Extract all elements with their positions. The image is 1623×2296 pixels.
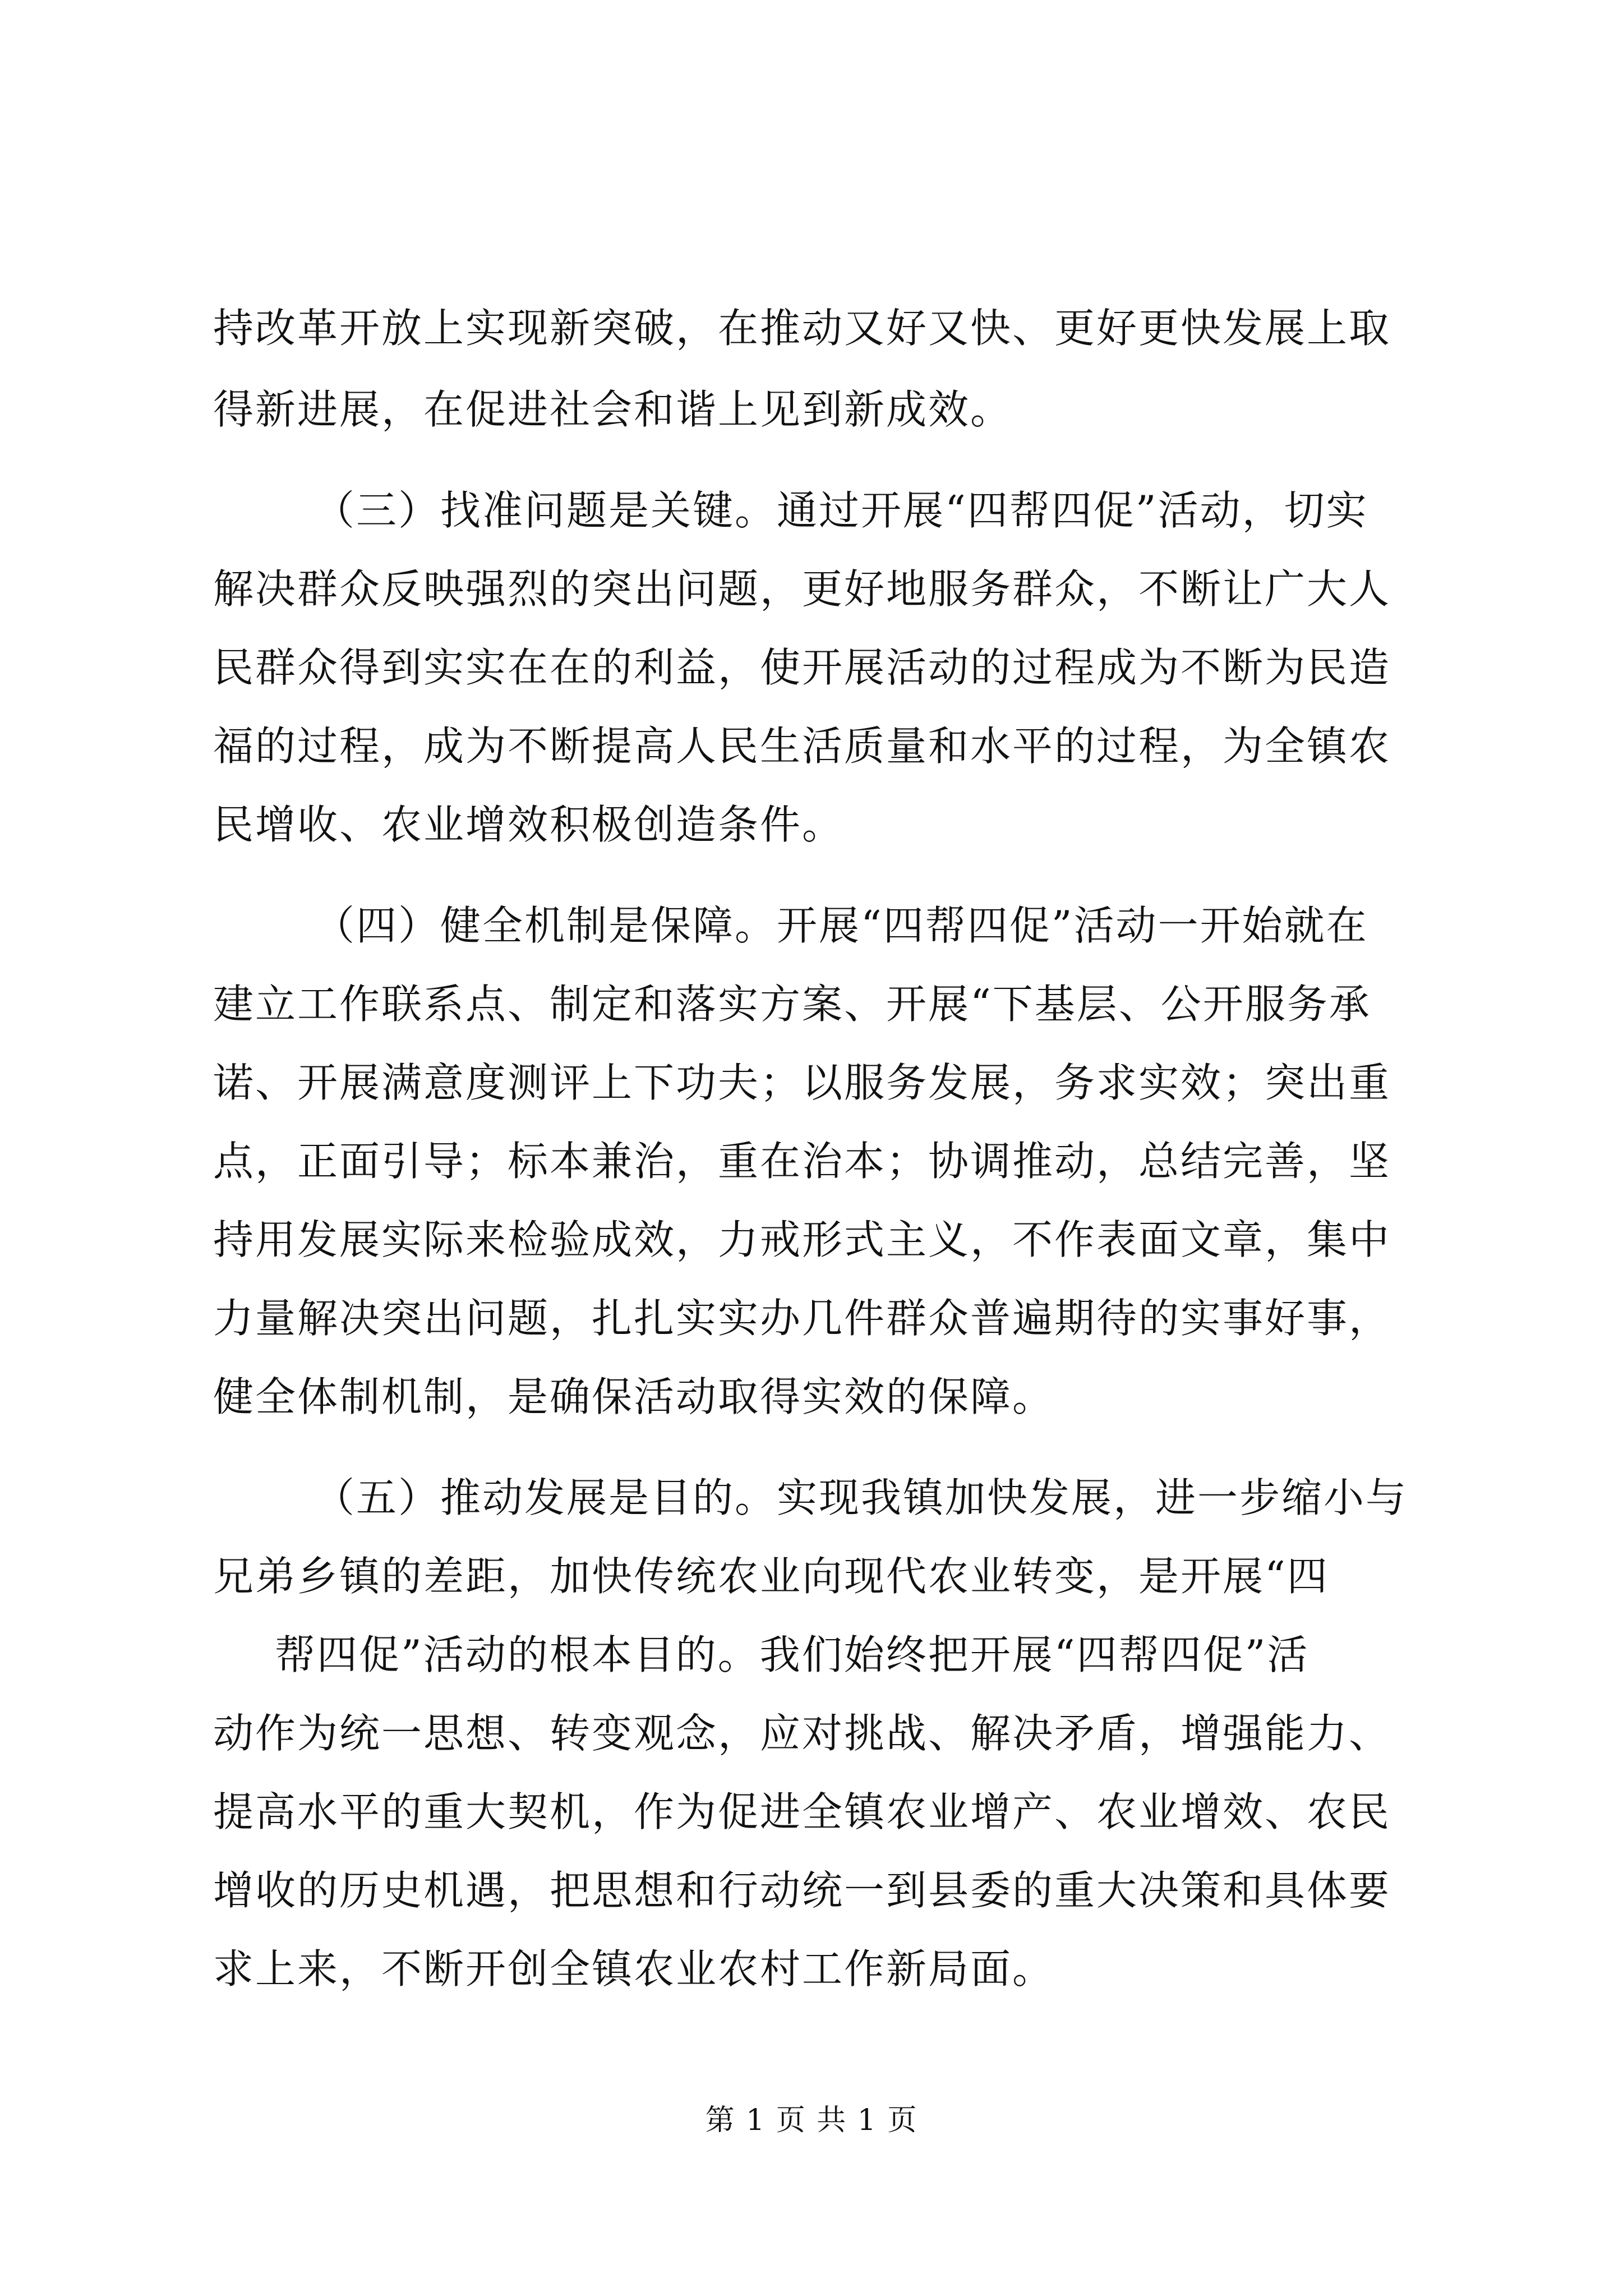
text-line: 建立工作联系点、制定和落实方案、开展“下基层、公开服务承 <box>213 981 1371 1028</box>
page-footer: 第 1 页 共 1 页 <box>705 2104 918 2137</box>
text-line: 健全体制机制，是确保活动取得实效的保障。 <box>213 1373 1055 1420</box>
text-line: 民群众得到实实在在的利益，使开展活动的过程成为不断为民造 <box>213 644 1391 691</box>
text-line: 兄弟乡镇的差距，加快传统农业向现代农业转变，是开展“四 <box>213 1553 1329 1600</box>
text-line: 得新进展，在促进社会和谐上见到新成效。 <box>213 386 1013 433</box>
text-line: 点，正面引导；标本兼治，重在治本；协调推动，总结完善，坚 <box>213 1138 1391 1185</box>
text-line: 动作为统一思想、转变观念，应对挑战、解决矛盾，增强能力、 <box>213 1710 1391 1757</box>
text-line: 民增收、农业增效积极创造条件。 <box>213 801 845 848</box>
text-line: 解决群众反映强烈的突出问题，更好地服务群众，不断让广大人 <box>213 565 1391 613</box>
text-line: 帮四促”活动的根本目的。我们始终把开展“四帮四促”活 <box>275 1631 1310 1678</box>
text-line: 提高水平的重大契机，作为促进全镇农业增产、农业增效、农民 <box>213 1788 1391 1835</box>
text-line: 持用发展实际来检验成效，力戒形式主义，不作表面文章，集中 <box>213 1216 1391 1263</box>
text-line: 力量解决突出问题，扎扎实实办几件群众普遍期待的实事好事， <box>213 1295 1391 1342</box>
text-line: 求上来，不断开创全镇农业农村工作新局面。 <box>213 1945 1055 1993</box>
text-line: 诺、开展满意度测评上下功夫；以服务发展，务求实效；突出重 <box>213 1059 1391 1106</box>
text-line: （三）找准问题是关键。通过开展“四帮四促”活动，切实 <box>314 487 1368 534</box>
text-line: （四）健全机制是保障。开展“四帮四促”活动一开始就在 <box>314 902 1368 949</box>
text-line: 持改革开放上实现新突破，在推动又好又快、更好更快发展上取 <box>213 305 1391 352</box>
text-line: 增收的历史机遇，把思想和行动统一到县委的重大决策和具体要 <box>213 1867 1391 1914</box>
text-line: 福的过程，成为不断提高人民生活质量和水平的过程，为全镇农 <box>213 723 1391 770</box>
text-line: （五）推动发展是目的。实现我镇加快发展，进一步缩小与 <box>314 1474 1408 1521</box>
